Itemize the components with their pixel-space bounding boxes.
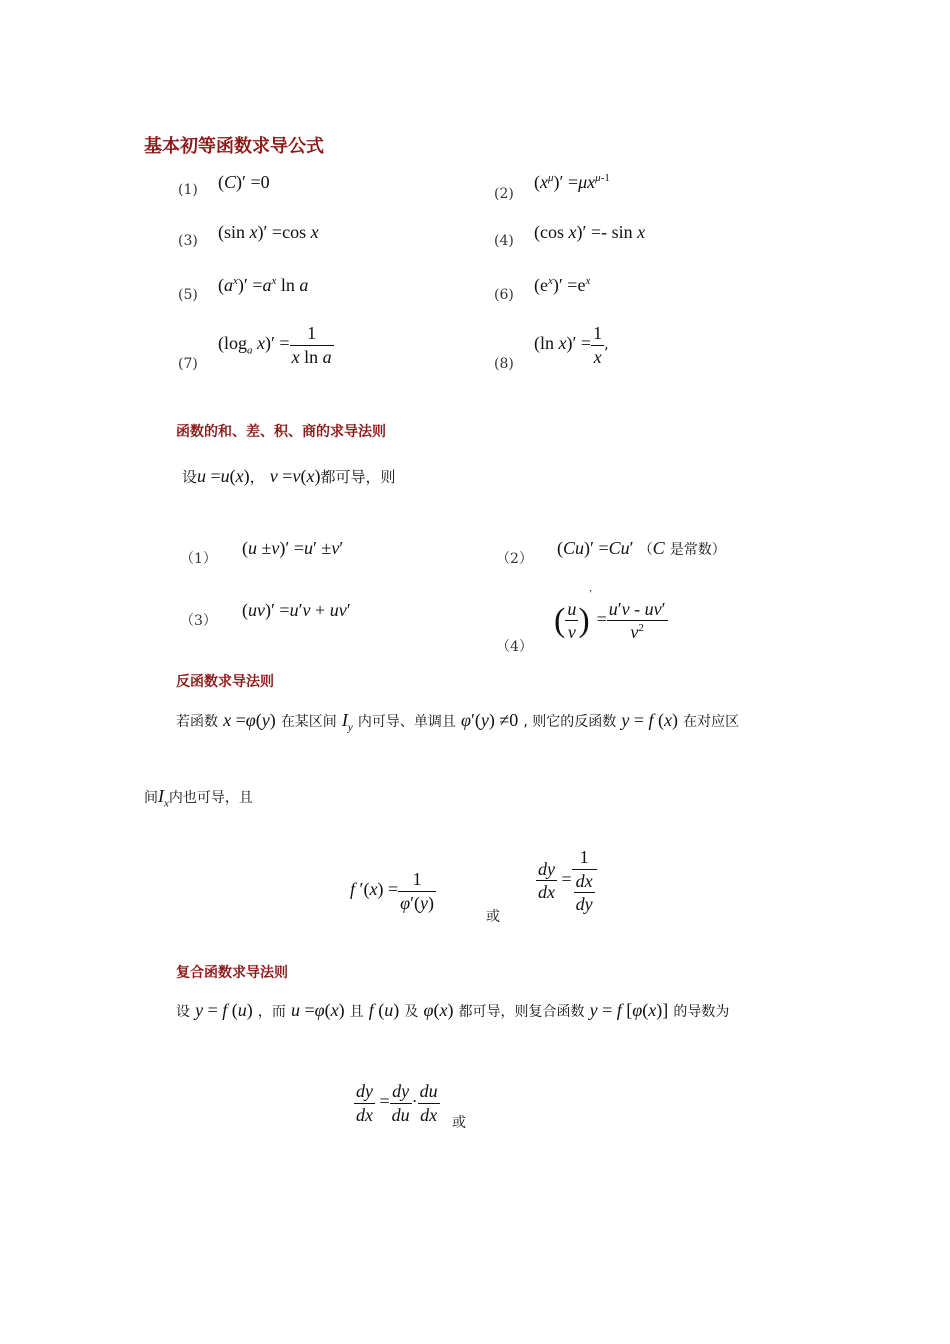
composite-t5: 都可导，则复合函数: [458, 1004, 585, 1020]
formula-label-7: (7): [178, 356, 198, 372]
rule-label-2: （2）: [496, 551, 533, 567]
inverse-line-1: 若函数 x =φ(y) 在某区间 $I_y$ 内可导、单调且 φ′(y) ≠0 , 则它的反函数 y = f (x) 在对应区: [176, 710, 740, 734]
inverse-or: 或: [486, 909, 500, 925]
rule-label-1: （1）: [180, 551, 217, 567]
formula-1: (C)′ =0: [218, 172, 270, 192]
inverse-t7: 内也可导，且: [168, 790, 253, 806]
rule-2: (Cu)′ =Cu′ （C 是常数）: [557, 538, 726, 558]
composite-t4: 及: [404, 1004, 419, 1020]
formula-6: $(e^x)' =e^x$: [534, 275, 591, 295]
composite-t6: 的导数为: [673, 1004, 730, 1020]
composite-t1: 设: [176, 1004, 190, 1020]
formula-label-8: (8): [494, 356, 514, 372]
formula-2: $(x^\mu)' =\mu x^{\mu-1}$: [534, 172, 610, 192]
inverse-t3: 内可导、单调且: [357, 714, 456, 730]
formula-label-6: (6): [494, 287, 514, 303]
rules-intro: 设u =u(x)， v =v(x)都可导，则: [182, 466, 396, 486]
inverse-t2: 在某区间: [280, 714, 337, 730]
composite-or: 或: [452, 1115, 466, 1131]
section-heading-composite: 复合函数求导法则: [176, 965, 288, 981]
inverse-formula: f ′(x) = $\frac{1}{\varphi'(y)}$: [350, 869, 435, 913]
formula-7: ($\log_a$ x)′ = $\frac{1}{\text{x ln a}}$: [218, 323, 332, 367]
formula-4: (cos x)′ =- sin x: [534, 222, 646, 242]
intro-prefix: 设: [182, 468, 198, 486]
inverse-line-2: 间$I_x$内也可导，且: [144, 786, 253, 810]
inverse-t4: , 则它的反函数: [523, 714, 617, 730]
const-note-open: （: [638, 542, 653, 558]
formula-label-4: (4): [494, 233, 514, 249]
formula-8: (ln x)′ = $\frac{1}{x}$ ,: [534, 323, 609, 367]
formula-label-3: (3): [178, 233, 198, 249]
formula-label-2: (2): [494, 186, 514, 202]
composite-line-1: 设 y = f (u) ，而 u =φ(x) 且 f (u) 及 φ(x) 都可导，则复合函数 y = f [φ(x)] 的导数为: [176, 1000, 730, 1020]
intro-sep: ，: [249, 468, 265, 486]
page-title: 基本初等函数求导公式: [144, 136, 324, 157]
formula-3: (sin x)′ =cos x: [218, 222, 319, 242]
rule-1: (u ±v)′ =u′ ±v′: [242, 538, 344, 558]
rule-4: ( $\frac{u}{v}$ )′ = $\frac{u'v - uv'}{v^2}$: [554, 588, 666, 643]
section-heading-inverse: 反函数求导法则: [176, 674, 274, 690]
composite-t3: 且: [349, 1004, 364, 1020]
formula-5: $(a^x)' =a^x$ ln a: [218, 275, 309, 295]
rule-label-3: （3）: [180, 613, 217, 629]
formula-label-5: (5): [178, 287, 198, 303]
inverse-t5: 在对应区: [683, 714, 740, 730]
section-heading-rules: 函数的和、差、积、商的求导法则: [176, 424, 386, 440]
inverse-t6: 间: [144, 790, 158, 806]
rule-3: (uv)′ =u′v + uv′: [242, 600, 351, 620]
const-note: 是常数）: [669, 542, 726, 558]
formula-label-1: (1): [178, 182, 198, 198]
intro-suffix: 都可导，则: [320, 468, 396, 486]
rule-label-4: （4）: [496, 639, 533, 655]
inverse-t1: 若函数: [176, 714, 218, 730]
trailing-comma: ,: [604, 337, 609, 354]
chain-rule-formula: $\frac{dy}{dx}$ = $\frac{dy}{du}$ · $\frac{du}{dx}$: [356, 1081, 438, 1125]
inverse-formula-alt: $\frac{dy}{dx}$ = $\frac{1}{\frac{dx}{dy}}$: [536, 846, 597, 916]
composite-t2: ，而: [257, 1004, 286, 1020]
